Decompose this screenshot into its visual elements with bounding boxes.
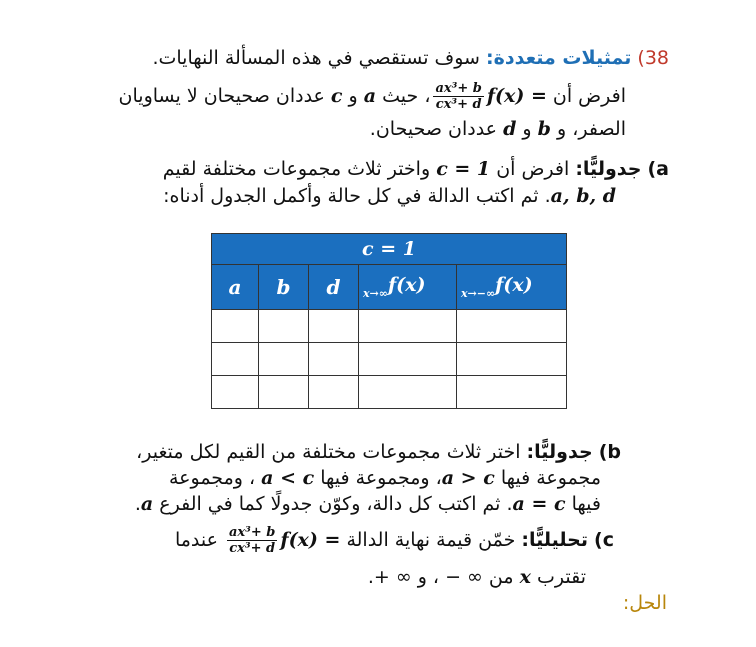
table-cell <box>259 343 309 376</box>
part-b-text-2b: ، ومجموعة فيها <box>320 467 442 489</box>
var-d: d <box>503 118 517 140</box>
table-header-row <box>212 265 567 310</box>
integers-nonzero-text: عددان صحيحان لا يساويان <box>118 85 325 107</box>
table-cell <box>359 376 457 409</box>
problem-line-2 <box>119 80 626 112</box>
var-b: b <box>537 118 551 140</box>
function-fraction <box>433 81 483 112</box>
part-c-title: تحليليًّا: <box>521 529 588 551</box>
condition-a-less-c: a < c <box>261 467 315 489</box>
table-cell <box>457 376 567 409</box>
table-cell <box>309 376 359 409</box>
table-title-row <box>212 234 567 265</box>
header-b: b <box>259 265 309 310</box>
fraction-denominator: cx³+ d <box>435 97 482 112</box>
table-cell <box>359 343 457 376</box>
limit-sub-neg: x→−∞ <box>461 287 496 300</box>
fraction-denominator: cx³+ d <box>229 541 276 556</box>
and-word: و <box>348 85 358 107</box>
part-a-vars: a, b, d <box>550 185 616 207</box>
problem-line-3 <box>370 117 626 141</box>
part-c-function-fx: f(x) = <box>280 529 341 551</box>
part-b-text-2a: مجموعة فيها <box>500 467 601 489</box>
var-a: a <box>363 85 377 107</box>
part-a-title: جدوليًّا: <box>575 158 642 180</box>
fraction-numerator: ax³+ b <box>229 525 276 540</box>
part-a-line-1 <box>163 157 669 181</box>
part-b-line-3: فيها a = c. ثم اكتب كل دالة، وكوّن جدولًا كما في الفرع a. <box>134 493 601 515</box>
part-c-text-3a: تقترب <box>536 566 586 588</box>
table-row <box>212 343 567 376</box>
header-limit-neg-inf <box>457 265 567 310</box>
function-fx: f(x) = <box>486 85 547 107</box>
part-b-text-1: اختر ثلاث مجموعات مختلفة من القيم لكل متغير، <box>136 441 521 463</box>
part-c-line-1 <box>175 524 614 556</box>
part-b-title: جدوليًّا: <box>526 441 593 463</box>
problem-title: تمثيلات متعددة: <box>486 47 632 69</box>
problem-line-1 <box>152 46 669 70</box>
part-c-fraction <box>227 525 277 556</box>
part-c-label: c) <box>594 529 614 551</box>
fraction-numerator: ax³+ b <box>435 81 482 96</box>
part-c-text-2: عندما <box>174 529 218 551</box>
part-b-text-2c: ، ومجموعة <box>168 467 256 489</box>
table-cell <box>212 376 259 409</box>
limit-sub-pos: x→∞ <box>363 287 388 300</box>
table-row <box>212 376 567 409</box>
table-cell <box>359 310 457 343</box>
part-a-c-equals: c = 1 <box>436 158 491 180</box>
header-a: a <box>212 265 259 310</box>
part-a-line-2: a, b, d. ثم اكتب الدالة في كل حالة وأكمل الجدول أدناه: <box>163 185 616 207</box>
condition-a-greater-c: a > c <box>441 467 495 489</box>
var-c: c <box>330 85 343 107</box>
part-b-text-3b: . ثم اكتب كل دالة، وكوّن جدولًا كما في الفرع <box>159 493 513 515</box>
table-cell <box>212 343 259 376</box>
part-ref-a: a <box>140 493 154 515</box>
and-word: و <box>522 118 532 140</box>
condition-a-equals-c: a = c <box>512 493 566 515</box>
part-b-line-1 <box>136 440 621 464</box>
part-a-label: a) <box>647 158 669 180</box>
var-x: x <box>519 566 531 588</box>
part-c-text-3b: من ∞ − ، و ∞ +. <box>367 566 514 588</box>
part-b-text-3a: فيها <box>571 493 601 515</box>
table-cell <box>457 310 567 343</box>
values-table <box>211 233 567 409</box>
table-cell <box>457 343 567 376</box>
zero-and-text: الصفر، و <box>557 118 626 140</box>
table-cell <box>309 343 359 376</box>
limit-fx-neg: f(x) <box>495 274 533 296</box>
table-cell <box>309 310 359 343</box>
part-a-text-3: ثم اكتب الدالة في كل حالة وأكمل الجدول أدناه: <box>163 185 539 207</box>
assume-text: افرض أن <box>552 85 626 107</box>
integers-text: عددان صحيحان. <box>369 118 498 140</box>
table-row <box>212 310 567 343</box>
problem-intro: سوف تستقصي في هذه المسألة النهايات. <box>152 47 480 69</box>
part-c-text-1: خمّن قيمة نهاية الدالة <box>346 529 516 551</box>
solution-label: الحل: <box>622 592 667 614</box>
problem-number: 38) <box>637 47 669 69</box>
part-a-text-1: افرض أن <box>496 158 570 180</box>
limit-fx-pos: f(x) <box>387 274 426 296</box>
table-cell <box>212 310 259 343</box>
part-b-label: b) <box>598 441 621 463</box>
table-cell <box>259 376 309 409</box>
header-d: d <box>309 265 359 310</box>
table-cell <box>259 310 309 343</box>
table-title: c = 1 <box>212 234 567 265</box>
where-text: ، حيث <box>382 85 431 107</box>
header-limit-pos-inf <box>359 265 457 310</box>
part-c-line-2 <box>368 565 586 589</box>
part-b-line-2 <box>169 466 601 490</box>
part-a-text-2: واختر ثلاث مجموعات مختلفة لقيم <box>162 158 431 180</box>
